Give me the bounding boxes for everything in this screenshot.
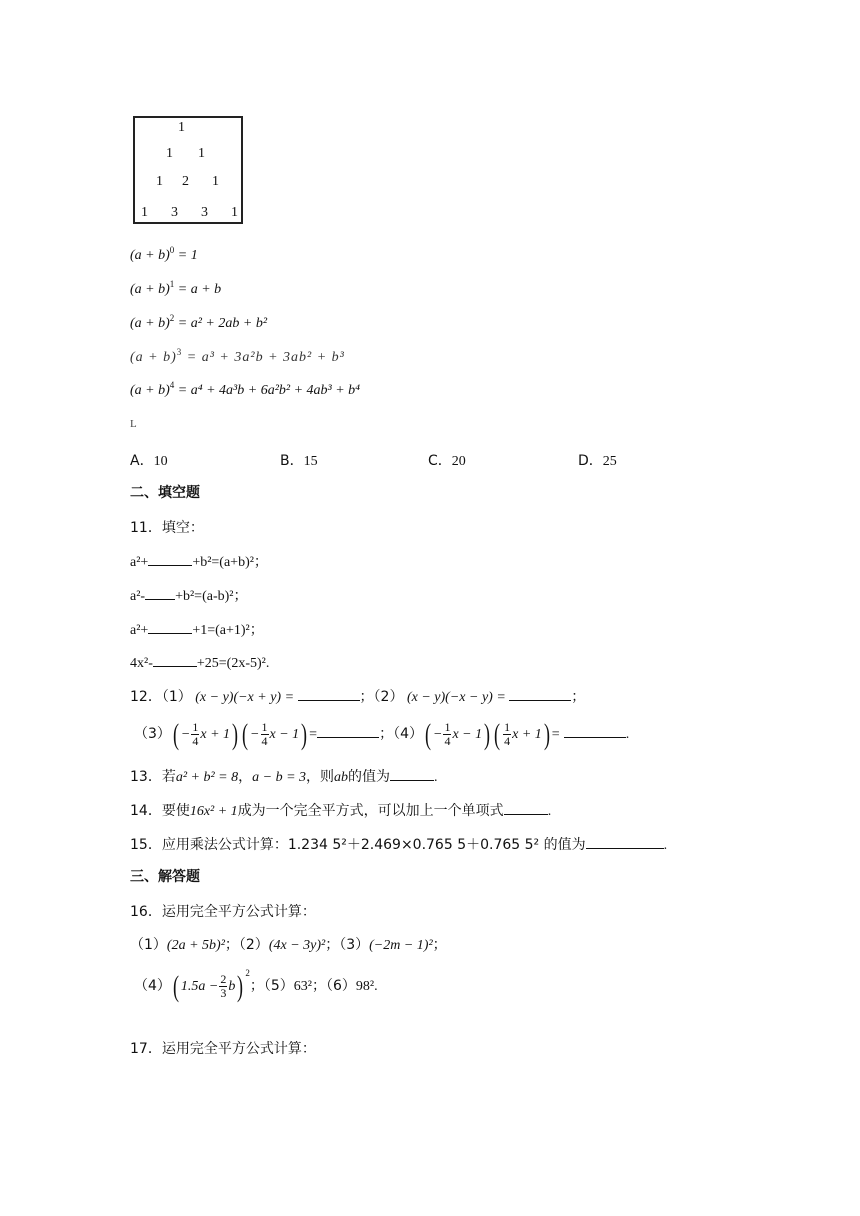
option-letter: B． [280, 453, 304, 469]
ellipsis-mark: L [130, 418, 137, 430]
q11-text: +1=(a+1)²； [192, 623, 264, 638]
fraction-numerator: 1 [192, 720, 199, 735]
q13-text: 的值为 [348, 769, 391, 785]
period: . [663, 838, 668, 853]
fraction-denominator: 3 [220, 986, 227, 1001]
part-label: ；（3） [325, 937, 370, 953]
q11-text: +b²=(a+b)²； [192, 555, 268, 570]
question-17-title: 17．运用完全平方公式计算： [130, 1041, 316, 1057]
question-number: 12． [130, 689, 162, 705]
option-value: 20 [451, 454, 466, 469]
expansion-rhs: = a + b [177, 282, 222, 297]
expansion-line [130, 246, 198, 266]
answer-blank[interactable] [317, 723, 379, 738]
expansion-line [130, 381, 360, 401]
separator: ； [571, 689, 586, 705]
q13-expression: ab [334, 770, 349, 785]
question-11-line [130, 652, 269, 674]
part-label: （2） [373, 689, 404, 705]
equals-sign: = [551, 727, 560, 742]
question-13 [130, 766, 438, 788]
triangle-number: 3 [201, 205, 208, 220]
q16-expression: (−2m − 1)² [369, 938, 433, 953]
answer-blank[interactable] [564, 723, 626, 738]
q16-expression: (2a + 5b)² [166, 938, 225, 953]
expansion-exponent: 3 [176, 347, 183, 357]
q11-text: 4x²- [130, 656, 153, 671]
period: . [547, 804, 552, 819]
equals-sign: = [309, 727, 318, 742]
triangle-number: 1 [166, 146, 173, 161]
part-label: （1） [130, 937, 167, 953]
part-label: （4） [393, 726, 423, 742]
period: . [434, 770, 438, 785]
expansion-rhs: = a⁴ + 4a³b + 6a²b² + 4ab³ + b⁴ [177, 383, 361, 398]
period: . [374, 979, 378, 994]
separator: ； [379, 726, 394, 742]
q14-text: 14．要使 [130, 803, 190, 819]
expansion-exponent: 2 [169, 313, 175, 323]
question-11-title: 11．填空： [130, 520, 204, 536]
expansion-line [130, 348, 345, 368]
option-b [280, 450, 318, 470]
triangle-number: 1 [198, 146, 205, 161]
q16-expression: 1.5a − [180, 979, 219, 994]
q12-expression: (x − y)(−x + y) = [195, 690, 295, 705]
q14-expression: 16x² + 1 [189, 804, 238, 819]
q13-text: 13．若 [130, 769, 176, 785]
triangle-number: 1 [231, 205, 238, 220]
section-heading-fill-blank: 二、填空题 [130, 485, 200, 501]
question-11-line [130, 619, 264, 641]
part-label: （3） [134, 726, 171, 742]
fraction-numerator: 1 [261, 720, 268, 735]
exponent: 2 [245, 968, 250, 978]
period: . [625, 727, 630, 742]
option-letter: D． [578, 453, 603, 469]
q13-expression: a − b = 3 [252, 770, 307, 785]
option-value: 25 [602, 454, 617, 469]
expansion-lhs: (a + b) [130, 282, 170, 297]
expansion-rhs: = 1 [177, 248, 198, 263]
triangle-number: 3 [171, 205, 178, 220]
q15-text: 15．应用乘法公式计算：1.234 5²＋2.469×0.765 5＋0.765 5² 的值为 [130, 837, 586, 853]
triangle-number: 2 [182, 174, 189, 189]
q13-text: ，则 [306, 769, 335, 785]
option-letter: C． [428, 453, 452, 469]
option-c [428, 450, 466, 470]
expansion-line [130, 280, 221, 300]
triangle-number: 1 [178, 120, 185, 135]
q11-text: a²+ [130, 555, 149, 570]
fraction-numerator: 1 [504, 720, 511, 735]
expansion-lhs: (a + b) [130, 316, 170, 331]
fraction-denominator: 4 [504, 734, 511, 749]
expansion-line [130, 314, 267, 334]
question-12-line-2: （3）( − $\frac{1}{4}$ x + 1) ( − $\frac{1}{4}$ x − 1) = ；（4）( − $\frac{1}{4}$ x − 1) ( $\frac{1}{4}$ x + 1) = . [134, 717, 630, 751]
separator: ； [359, 689, 374, 705]
q16-expression: b [228, 979, 236, 994]
question-16-line-1 [130, 935, 447, 956]
fraction-denominator: 4 [261, 734, 268, 749]
answer-blank[interactable] [298, 686, 360, 701]
part-label: ；（6） [312, 978, 356, 994]
expansion-lhs: (a + b) [130, 248, 170, 263]
answer-blank[interactable] [586, 834, 664, 849]
part-label: ；（2） [224, 937, 269, 953]
expansion-exponent: 4 [169, 380, 175, 390]
option-letter: A． [130, 453, 154, 469]
q16-expression: 63² [293, 979, 312, 994]
option-value: 15 [303, 454, 318, 469]
q12-expression: (x − y)(−x − y) = [406, 690, 506, 705]
answer-blank[interactable] [390, 766, 434, 781]
fraction-denominator: 4 [192, 734, 199, 749]
fraction-denominator: 4 [444, 734, 451, 749]
q16-expression: 98² [355, 979, 375, 994]
q11-text: +25=(2x-5)². [196, 656, 270, 671]
expansion-rhs: = a² + 2ab + b² [177, 316, 268, 331]
question-14 [130, 800, 551, 822]
expansion-lhs: (a + b) [130, 350, 177, 365]
question-11-line [130, 551, 268, 573]
question-12-line-1 [130, 686, 585, 708]
answer-blank[interactable] [153, 652, 197, 667]
q11-text: a²+ [130, 623, 149, 638]
question-16-title: 16．运用完全平方公式计算： [130, 904, 316, 920]
triangle-number: 1 [212, 174, 219, 189]
expansion-lhs: (a + b) [130, 383, 170, 398]
fraction-numerator: 1 [444, 720, 451, 735]
answer-blank[interactable] [509, 686, 571, 701]
part-label: （4） [134, 978, 171, 994]
part-label: （1） [161, 689, 192, 705]
expansion-exponent: 0 [169, 245, 175, 255]
q13-expression: a² + b² = 8 [175, 770, 239, 785]
separator: ； [432, 937, 447, 953]
triangle-number: 1 [156, 174, 163, 189]
answer-blank[interactable] [504, 800, 548, 815]
q13-text: ， [238, 769, 253, 785]
q11-text: a²- [130, 589, 146, 604]
answer-blank[interactable] [148, 619, 192, 634]
option-d [578, 450, 617, 470]
option-value: 10 [153, 454, 168, 469]
q11-text: +b²=(a-b)²； [175, 589, 248, 604]
q14-text: 成为一个完全平方式，可以加上一个单项式 [237, 803, 504, 819]
q16-expression: (4x − 3y)² [268, 938, 326, 953]
triangle-number: 1 [141, 205, 148, 220]
section-heading-solutions: 三、解答题 [130, 869, 200, 885]
question-11-line [130, 585, 247, 607]
pascal-triangle-figure [133, 116, 243, 224]
question-16-line-2: （4）( 1.5a − $\frac{2}{3}$ b) $^2$；（5）63²；（6）98². [134, 968, 378, 1003]
expansion-rhs: = a³ + 3a²b + 3ab² + b³ [186, 350, 345, 365]
part-label: ；（5） [249, 978, 294, 994]
option-a [130, 450, 168, 470]
fraction-numerator: 2 [220, 972, 227, 987]
answer-blank[interactable] [145, 585, 175, 600]
answer-blank[interactable] [148, 551, 192, 566]
question-15 [130, 834, 667, 856]
expansion-exponent: 1 [169, 279, 175, 289]
